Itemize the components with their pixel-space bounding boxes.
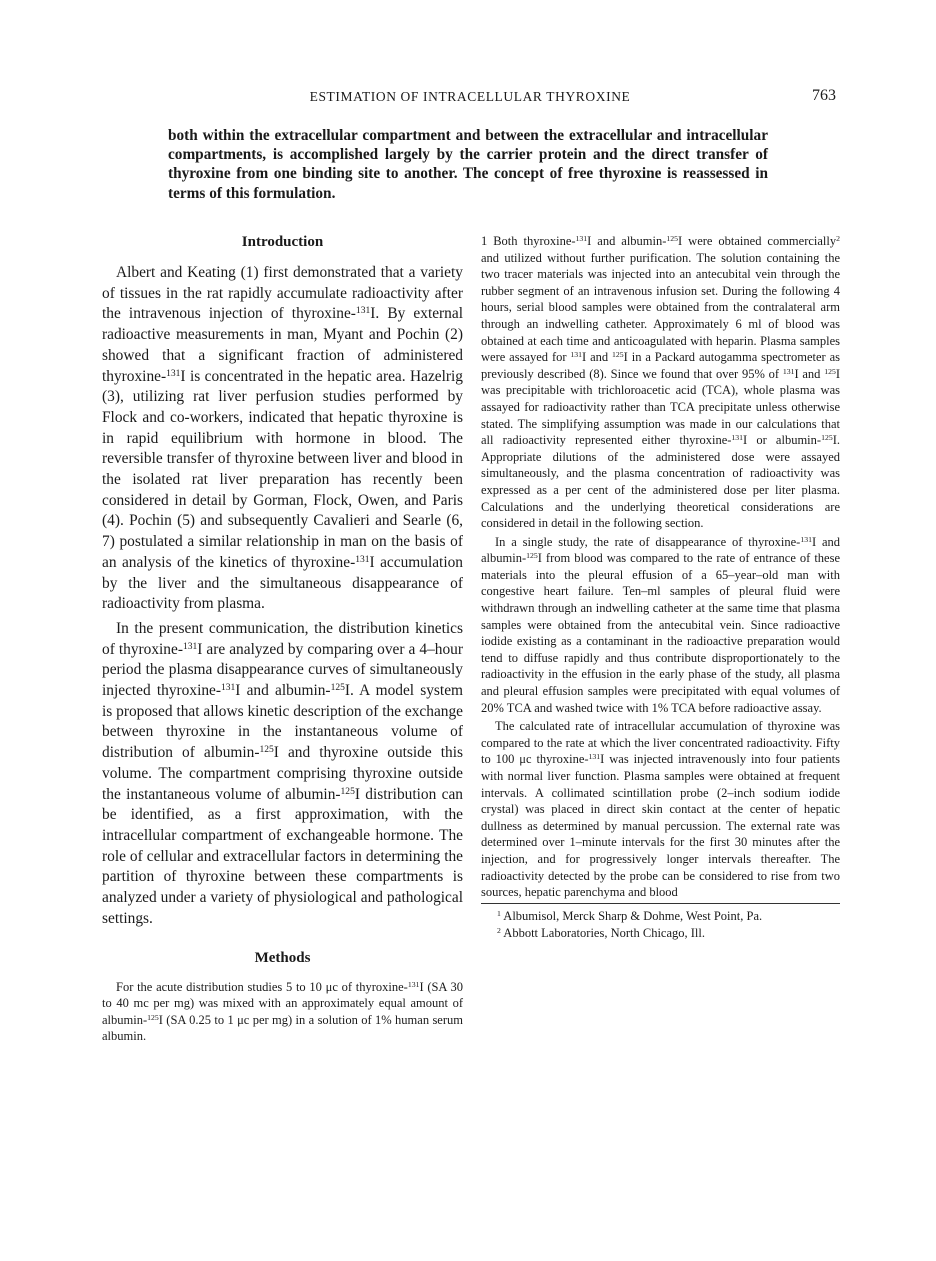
introduction-paragraph-2: In the present communication, the distribution kinetics of thyroxine-$^{131}$I are analyzed by comparing over a 4–hour period the plasma disappearance curves of simultaneously injected thyroxine-$^{131}$I and albumin-$^{125}$I. A model system is proposed that allows kinetic description of the exchange between thyroxine in the instantaneous volume of distribution of albumin-$^{125}$I and thyroxine outside this volume. The compartment comprising thyroxine outside the instantaneous volume of albumin-$^{125}$I distribution can be identified, as a first approximation, with the intracellular compartment of exchangeable hormone. The role of cellular and extracellular factors in determining the partition of thyroxine between these compartments is analyzed under a variety of physiological and pathological settings. [102,619,463,927]
introduction-paragraph-1: Albert and Keating (1) first demonstrated that a variety of tissues in the rat rapidly accumulate radioactivity after the intravenous injection of thyroxine-$^{131}$I. By external radioactive measurements in man, Myant and Pochin (2) showed that a significant fraction of administered thyroxine-$^{131}$I is concentrated in the hepatic area. Hazelrig (3), utilizing rat liver perfusion studies performed by Flock and co-workers, indicated that hepatic thyroxine is in rapid equilibrium with hormone in blood. The reversible transfer of thyroxine between liver and blood in the isolated rat liver preparation has recently been considered in detail by Gorman, Flock, Owen, and Paris (4). Pochin (5) and subsequently Cavalieri and Searle (6, 7) postulated a similar relationship in man on the basis of an analysis of the kinetics of thyroxine-$^{131}$I accumulation by the liver and the simultaneous disappearance of radioactivity from plasma. [102,264,463,613]
page-header [104,89,836,111]
page-number: 763 [812,87,836,104]
left-column [102,234,463,1045]
methods-paragraph-2: In a single study, the rate of disappearance of thyroxine-$^{131}$I and albumin-$^{125}$I from blood was compared to the rate of entrance of these materials into the pleural effusion of a 65–year–old man with congestive heart failure. Ten–ml samples of pleural fluid were withdrawn through an indwelling catheter at the same time that plasma samples were obtained from the antecubital vein. Since radioactive iodide existing as a contaminant in the radioactive preparation would tend to diffuse rapidly and thus contribute disproportionately to the radioactivity in the effusion in the early phase of the study, all plasma and pleural effusion samples were precipitated with equal volumes of 20% TCA and washed twice with 1% TCA before radioactive assay. [481,534,841,715]
right-column [481,233,840,942]
footnote-2: $^2$ Abbott Laboratories, North Chicago, Ill. [497,925,706,940]
methods-paragraph-1-continued: 1 Both thyroxine-$^{131}$I and albumin-$^{125}$I were obtained commercially$^2$ and utilized without further purification. The solution containing the two tracer materials was injected into an antecubital vein through the rubber segment of an intravenous infusion set. During the following 4 hours, serial blood samples were obtained from the contralateral arm through an indwelling catheter. Approximately 6 ml of blood was obtained at each time and anticoagulated with heparin. Plasma samples were assayed for $^{131}$I and $^{125}$I in a Packard autogamma spectrometer as previously described (8). Since we found that over 95% of $^{131}$I and $^{125}$I was precipitable with trichloroacetic acid (TCA), whole plasma was assayed for radioactivity rather than TCA precipitate unless otherwise stated. The simplifying assumption was made in our calculations that all radioactivity represented either thyroxine-$^{131}$I or albumin-$^{125}$I. Appropriate dilutions of the administered dose were assayed simultaneously, and the plasma concentration of radioactivity was expressed as a per cent of the administered dose per liter plasma. Calculations and the underlying theoretical considerations are considered in detail in the following section. [481,233,841,531]
methods-heading: Methods [254,949,311,966]
methods-paragraph-1-start: For the acute distribution studies 5 to 10 μc of thyroxine-$^{131}$I (SA 30 to 40 mc per mg) was mixed with an approximately equal amount of albumin-$^{125}$I (SA 0.25 to 1 μc per mg) in a solution of 1% human serum albumin. [102,979,463,1044]
methods-paragraph-3: The calculated rate of intracellular accumulation of thyroxine was compared to the rate at which the liver concentrated radioactivity. Fifty to 100 μc thyroxine-$^{131}$I was injected intravenously into four patients with normal liver function. Plasma samples were obtained at frequent intervals. A collimated scintillation probe (2–inch sodium iodide crystal) was placed in direct skin contact at the center of hepatic dullness as determined by manual percussion. The external rate was determined over 1–minute intervals for the first 30 minutes after the injection, and for progressively longer intervals thereafter. The radioactivity detected by the probe can be considered to rise from two sources, hepatic parenchyma and blood [481,719,841,900]
introduction-heading: Introduction [241,234,324,250]
abstract-continuation: both within the extracellular compartment and between the extracellular and intracellular compartments, is accomplished largely by the carrier protein and the direct transfer of thyroxine from one binding site to another. The concept of free thyroxine is reassessed in terms of this formulation. [168,127,768,202]
footnote-rule [481,903,840,904]
running-title: ESTIMATION OF INTRACELLULAR THYROXINE [309,89,631,104]
footnote-1: $^1$ Albumisol, Merck Sharp & Dohme, West Point, Pa. [497,908,763,923]
